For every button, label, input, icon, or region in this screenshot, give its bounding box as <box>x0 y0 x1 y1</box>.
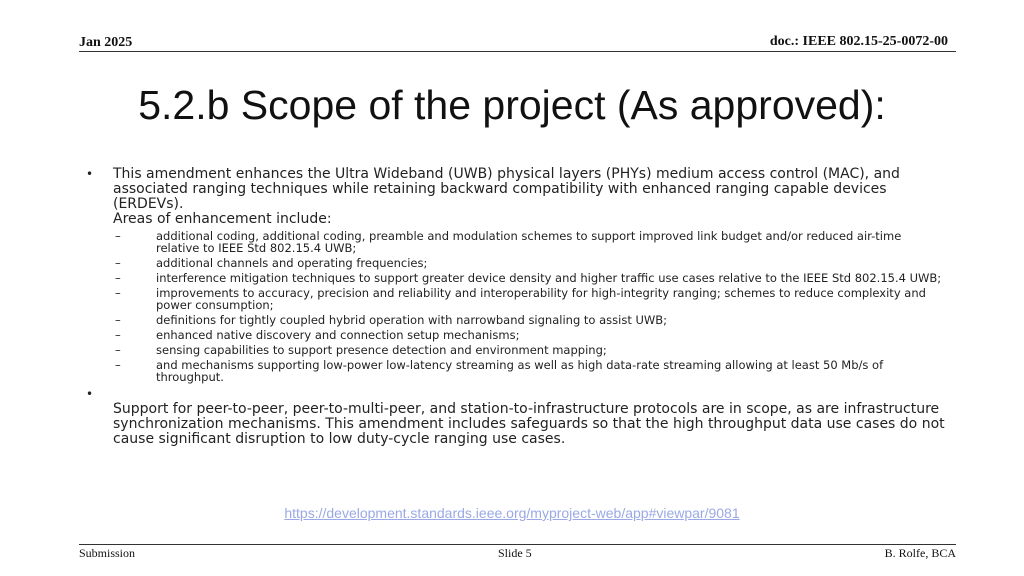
areas-list <box>113 230 948 383</box>
list-item <box>113 329 948 341</box>
dash-icon: – <box>115 229 121 243</box>
list-item <box>113 314 948 326</box>
dash-icon: – <box>115 256 121 270</box>
list-item-text: improvements to accuracy, precision and reliability and interoperability for high-integrity ranging; schemes to reduce complexity and power consumption; <box>156 286 926 312</box>
dash-icon: – <box>115 343 121 357</box>
list-item-text: interference mitigation techniques to support greater device density and higher traffic use cases relative to the IEEE Std 802.15.4 UWB; <box>156 271 942 285</box>
header-date: Jan 2025 <box>79 35 133 50</box>
footer-submission: Submission <box>79 546 136 560</box>
bullet-icon: • <box>86 387 94 401</box>
header-divider <box>79 51 956 52</box>
support-text: Support for peer-to-peer, peer-to-multi-peer, and station-to-infrastructure protocols are in scope, as are infrastructure synchronization mechanisms. This amendment includes safeguards so that the high throughput data use cases do not cause significant disruption to low duty-cycle ranging use cases. <box>113 401 945 447</box>
list-item-text: additional channels and operating frequencies; <box>156 256 428 270</box>
header-doc-id: doc.: IEEE 802.15-25-0072-00 <box>769 34 948 49</box>
bullet-icon: • <box>86 167 94 181</box>
footer-slide-number: Slide 5 <box>498 546 532 560</box>
list-item <box>113 257 948 269</box>
slide-title: 5.2.b Scope of the project (As approved): <box>138 82 886 128</box>
dash-icon: – <box>115 271 121 285</box>
list-item-text: enhanced native discovery and connection setup mechanisms; <box>156 328 520 342</box>
areas-label: Areas of enhancement include: <box>113 211 332 227</box>
bullet-support <box>86 387 948 447</box>
dash-icon: – <box>115 286 121 300</box>
bullet-scope <box>86 167 948 383</box>
scope-intro-text: This amendment enhances the Ultra Wideband (UWB) physical layers (PHYs) medium access control (MAC), and associated ranging techniques while retaining backward compatibility with enhanced ranging capable devices (ERDEVs). <box>113 166 900 212</box>
project-link[interactable]: https://development.standards.ieee.org/myproject-web/app#viewpar/9081 <box>284 505 740 521</box>
list-item <box>113 272 948 284</box>
list-item-text: sensing capabilities to support presence detection and environment mapping; <box>156 343 607 357</box>
list-item-text: definitions for tightly coupled hybrid operation with narrowband signaling to assist UWB; <box>156 313 668 327</box>
slide-body <box>86 167 948 447</box>
dash-icon: – <box>115 358 121 372</box>
footer-divider <box>79 544 956 545</box>
footer-author: B. Rolfe, BCA <box>884 546 956 560</box>
list-item <box>113 344 948 356</box>
list-item <box>113 359 948 383</box>
list-item <box>113 287 948 311</box>
dash-icon: – <box>115 328 121 342</box>
list-item-text: and mechanisms supporting low-power low-latency streaming as well as high data-rate streaming allowing at least 50 Mb/s of throughput. <box>156 358 884 384</box>
list-item-text: additional coding, additional coding, preamble and modulation schemes to support improved link budget and/or reduced air-time relative to IEEE Std 802.15.4 UWB; <box>156 229 902 255</box>
list-item <box>113 230 948 254</box>
dash-icon: – <box>115 313 121 327</box>
